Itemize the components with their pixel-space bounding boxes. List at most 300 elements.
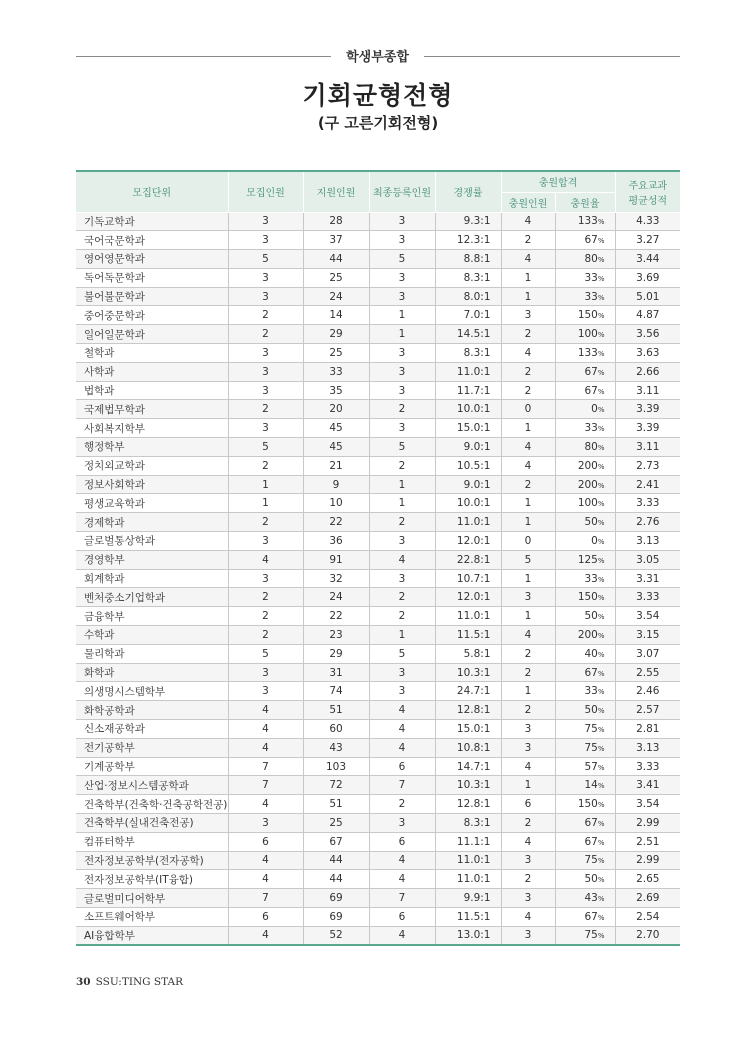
- row-unit: 수학과: [76, 626, 228, 645]
- table-row: [76, 776, 680, 795]
- header-applicants: 지원인원: [303, 171, 369, 212]
- row-unit: 경제학과: [76, 513, 228, 532]
- row-rate: 7.0:1: [435, 306, 501, 325]
- pct-suffix: %: [597, 537, 605, 546]
- row-extra-count: 3: [501, 720, 555, 739]
- row-quota: 5: [228, 644, 303, 663]
- row-unit: 경영학부: [76, 550, 228, 569]
- row-applicants: 21: [303, 456, 369, 475]
- row-applicants: 44: [303, 250, 369, 269]
- pct-suffix: %: [597, 575, 605, 584]
- row-quota: 3: [228, 814, 303, 833]
- pct-value: 67: [584, 835, 598, 848]
- row-extra-count: 1: [501, 682, 555, 701]
- row-unit: 금융학부: [76, 607, 228, 626]
- row-extra-count: 3: [501, 738, 555, 757]
- table-row: [76, 851, 680, 870]
- row-extra-count: 3: [501, 889, 555, 908]
- row-registered: 3: [369, 268, 435, 287]
- row-extra-pct: [555, 832, 615, 851]
- row-quota: 3: [228, 419, 303, 438]
- row-quota: 3: [228, 268, 303, 287]
- row-quota: 4: [228, 926, 303, 945]
- row-rate: 15.0:1: [435, 419, 501, 438]
- pct-value: 150: [577, 309, 598, 322]
- row-rate: 12.0:1: [435, 532, 501, 551]
- row-rate: 12.8:1: [435, 795, 501, 814]
- row-quota: 3: [228, 569, 303, 588]
- row-quota: 2: [228, 325, 303, 344]
- row-unit: 기계공학부: [76, 757, 228, 776]
- row-unit: 평생교육학과: [76, 494, 228, 513]
- table-row: [76, 306, 680, 325]
- pct-suffix: %: [597, 613, 605, 622]
- row-unit: 기독교학과: [76, 212, 228, 231]
- pct-suffix: %: [597, 349, 605, 358]
- row-grade: 3.33: [615, 588, 680, 607]
- table-row: [76, 569, 680, 588]
- pct-value: 75: [584, 722, 598, 735]
- row-unit: 불어불문학과: [76, 287, 228, 306]
- pct-suffix: %: [597, 782, 605, 791]
- row-quota: 3: [228, 663, 303, 682]
- header-registered: 최종등록인원: [369, 171, 435, 212]
- row-unit: 전기공학부: [76, 738, 228, 757]
- row-applicants: 69: [303, 889, 369, 908]
- row-extra-count: 4: [501, 212, 555, 231]
- row-applicants: 43: [303, 738, 369, 757]
- row-registered: 7: [369, 889, 435, 908]
- pct-suffix: %: [597, 725, 605, 734]
- row-rate: 11.1:1: [435, 832, 501, 851]
- row-rate: 11.0:1: [435, 607, 501, 626]
- table-row: [76, 814, 680, 833]
- row-quota: 4: [228, 795, 303, 814]
- row-unit: 국어국문학과: [76, 231, 228, 250]
- pct-value: 50: [584, 516, 598, 529]
- row-quota: 2: [228, 513, 303, 532]
- table-row: [76, 907, 680, 926]
- row-registered: 3: [369, 419, 435, 438]
- row-extra-count: 2: [501, 381, 555, 400]
- row-registered: 4: [369, 720, 435, 739]
- table-row: [76, 588, 680, 607]
- pct-value: 33: [584, 271, 598, 284]
- row-unit: 신소재공학과: [76, 720, 228, 739]
- row-rate: 22.8:1: [435, 550, 501, 569]
- row-grade: 3.33: [615, 494, 680, 513]
- row-extra-pct: [555, 419, 615, 438]
- pct-value: 57: [584, 760, 598, 773]
- row-extra-count: 4: [501, 757, 555, 776]
- pct-suffix: %: [597, 876, 605, 885]
- row-applicants: 35: [303, 381, 369, 400]
- row-extra-count: 1: [501, 287, 555, 306]
- table-body: [76, 212, 680, 945]
- row-applicants: 72: [303, 776, 369, 795]
- table-row: [76, 475, 680, 494]
- pct-suffix: %: [597, 857, 605, 866]
- row-extra-pct: [555, 588, 615, 607]
- row-rate: 8.3:1: [435, 344, 501, 363]
- table-row: [76, 532, 680, 551]
- pct-value: 33: [584, 572, 598, 585]
- pct-suffix: %: [597, 895, 605, 904]
- row-applicants: 103: [303, 757, 369, 776]
- row-extra-pct: [555, 926, 615, 945]
- row-extra-count: 2: [501, 325, 555, 344]
- row-registered: 1: [369, 494, 435, 513]
- row-applicants: 24: [303, 287, 369, 306]
- pct-suffix: %: [597, 913, 605, 922]
- pct-value: 14: [584, 779, 598, 792]
- table-row: [76, 550, 680, 569]
- row-unit: 법학과: [76, 381, 228, 400]
- row-unit: 영어영문학과: [76, 250, 228, 269]
- row-grade: 2.99: [615, 851, 680, 870]
- page-footer: [76, 976, 183, 988]
- row-unit: 사회복지학부: [76, 419, 228, 438]
- row-grade: 2.81: [615, 720, 680, 739]
- row-applicants: 28: [303, 212, 369, 231]
- row-rate: 11.0:1: [435, 870, 501, 889]
- row-applicants: 22: [303, 607, 369, 626]
- table-row: [76, 400, 680, 419]
- row-quota: 2: [228, 400, 303, 419]
- row-registered: 4: [369, 870, 435, 889]
- table-row: [76, 456, 680, 475]
- row-extra-count: 5: [501, 550, 555, 569]
- row-rate: 11.0:1: [435, 851, 501, 870]
- page-number: 30: [76, 976, 91, 988]
- row-extra-pct: [555, 889, 615, 908]
- pct-value: 67: [584, 910, 598, 923]
- row-unit: 철학과: [76, 344, 228, 363]
- row-rate: 12.0:1: [435, 588, 501, 607]
- row-quota: 6: [228, 832, 303, 851]
- header-extra-pct: 충원율: [555, 192, 615, 212]
- row-unit: 국제법무학과: [76, 400, 228, 419]
- pct-value: 50: [584, 873, 598, 886]
- table-row: [76, 626, 680, 645]
- row-registered: 2: [369, 456, 435, 475]
- row-rate: 14.7:1: [435, 757, 501, 776]
- row-grade: 2.70: [615, 926, 680, 945]
- pct-value: 33: [584, 290, 598, 303]
- pct-suffix: %: [597, 669, 605, 678]
- row-quota: 3: [228, 381, 303, 400]
- row-unit: 독어독문학과: [76, 268, 228, 287]
- row-unit: 글로벌통상학과: [76, 532, 228, 551]
- row-rate: 11.5:1: [435, 907, 501, 926]
- row-extra-count: 2: [501, 231, 555, 250]
- row-applicants: 67: [303, 832, 369, 851]
- pct-value: 40: [584, 647, 598, 660]
- admissions-table: [76, 170, 680, 946]
- row-grade: 3.54: [615, 607, 680, 626]
- row-extra-pct: [555, 344, 615, 363]
- row-registered: 2: [369, 588, 435, 607]
- row-extra-pct: [555, 607, 615, 626]
- row-applicants: 74: [303, 682, 369, 701]
- row-registered: 3: [369, 569, 435, 588]
- row-applicants: 91: [303, 550, 369, 569]
- row-applicants: 29: [303, 325, 369, 344]
- row-quota: 4: [228, 738, 303, 757]
- row-rate: 8.3:1: [435, 268, 501, 287]
- row-quota: 2: [228, 306, 303, 325]
- row-grade: 4.87: [615, 306, 680, 325]
- section-divider-right: [424, 56, 680, 57]
- row-registered: 3: [369, 814, 435, 833]
- row-applicants: 45: [303, 419, 369, 438]
- row-grade: 2.46: [615, 682, 680, 701]
- pct-value: 67: [584, 234, 598, 247]
- table-row: [76, 438, 680, 457]
- table-row: [76, 287, 680, 306]
- row-rate: 10.0:1: [435, 400, 501, 419]
- row-extra-pct: [555, 362, 615, 381]
- row-quota: 2: [228, 588, 303, 607]
- row-extra-count: 3: [501, 588, 555, 607]
- row-applicants: 24: [303, 588, 369, 607]
- row-unit: 일어일문학과: [76, 325, 228, 344]
- table-row: [76, 720, 680, 739]
- pct-suffix: %: [597, 387, 605, 396]
- pct-value: 0: [591, 534, 598, 547]
- row-rate: 13.0:1: [435, 926, 501, 945]
- row-extra-count: 4: [501, 344, 555, 363]
- row-unit: 회계학과: [76, 569, 228, 588]
- row-grade: 3.11: [615, 438, 680, 457]
- row-grade: 2.99: [615, 814, 680, 833]
- row-applicants: 51: [303, 795, 369, 814]
- row-extra-pct: [555, 381, 615, 400]
- row-grade: 3.13: [615, 532, 680, 551]
- pct-value: 67: [584, 384, 598, 397]
- row-extra-pct: [555, 250, 615, 269]
- table-row: [76, 513, 680, 532]
- row-registered: 4: [369, 738, 435, 757]
- row-quota: 3: [228, 362, 303, 381]
- row-quota: 7: [228, 889, 303, 908]
- row-registered: 3: [369, 231, 435, 250]
- pct-value: 200: [577, 628, 598, 641]
- row-quota: 7: [228, 776, 303, 795]
- row-applicants: 51: [303, 701, 369, 720]
- row-quota: 3: [228, 344, 303, 363]
- table-row: [76, 738, 680, 757]
- pct-value: 67: [584, 365, 598, 378]
- row-extra-pct: [555, 776, 615, 795]
- row-quota: 2: [228, 607, 303, 626]
- section-divider-left: [76, 56, 331, 57]
- table-row: [76, 231, 680, 250]
- row-registered: 4: [369, 926, 435, 945]
- pct-value: 67: [584, 666, 598, 679]
- row-grade: 2.41: [615, 475, 680, 494]
- row-grade: 3.05: [615, 550, 680, 569]
- header-quota: 모집인원: [228, 171, 303, 212]
- row-registered: 4: [369, 851, 435, 870]
- row-extra-pct: [555, 720, 615, 739]
- row-unit: 소프트웨어학부: [76, 907, 228, 926]
- row-rate: 8.0:1: [435, 287, 501, 306]
- row-grade: 2.54: [615, 907, 680, 926]
- table-row: [76, 889, 680, 908]
- pct-suffix: %: [597, 744, 605, 753]
- row-unit: 화학공학과: [76, 701, 228, 720]
- row-extra-pct: [555, 757, 615, 776]
- pct-suffix: %: [597, 312, 605, 321]
- table-row: [76, 325, 680, 344]
- table-row: [76, 344, 680, 363]
- pct-value: 200: [577, 459, 598, 472]
- row-rate: 15.0:1: [435, 720, 501, 739]
- row-registered: 1: [369, 475, 435, 494]
- row-rate: 10.7:1: [435, 569, 501, 588]
- pct-suffix: %: [597, 331, 605, 340]
- row-quota: 2: [228, 626, 303, 645]
- pct-value: 80: [584, 252, 598, 265]
- row-quota: 4: [228, 550, 303, 569]
- pct-suffix: %: [597, 218, 605, 227]
- row-quota: 4: [228, 720, 303, 739]
- row-grade: 3.31: [615, 569, 680, 588]
- row-extra-count: 4: [501, 832, 555, 851]
- row-grade: 3.39: [615, 419, 680, 438]
- row-extra-count: 2: [501, 701, 555, 720]
- header-extra-count: 충원인원: [501, 192, 555, 212]
- row-unit: 화학과: [76, 663, 228, 682]
- pct-suffix: %: [597, 406, 605, 415]
- row-quota: 5: [228, 250, 303, 269]
- row-quota: 3: [228, 212, 303, 231]
- row-rate: 8.8:1: [435, 250, 501, 269]
- pct-suffix: %: [597, 688, 605, 697]
- pct-value: 80: [584, 440, 598, 453]
- table-row: [76, 362, 680, 381]
- row-registered: 2: [369, 513, 435, 532]
- row-unit: 정치외교학과: [76, 456, 228, 475]
- row-registered: 3: [369, 344, 435, 363]
- row-extra-pct: [555, 795, 615, 814]
- row-grade: 3.39: [615, 400, 680, 419]
- row-grade: 5.01: [615, 287, 680, 306]
- row-grade: 2.69: [615, 889, 680, 908]
- row-extra-count: 0: [501, 532, 555, 551]
- row-applicants: 9: [303, 475, 369, 494]
- row-extra-count: 1: [501, 268, 555, 287]
- row-grade: 3.41: [615, 776, 680, 795]
- row-registered: 1: [369, 325, 435, 344]
- row-registered: 3: [369, 212, 435, 231]
- row-extra-pct: [555, 475, 615, 494]
- pct-suffix: %: [597, 932, 605, 941]
- row-applicants: 32: [303, 569, 369, 588]
- row-rate: 5.8:1: [435, 644, 501, 663]
- pct-suffix: %: [597, 255, 605, 264]
- pct-value: 125: [577, 553, 598, 566]
- row-rate: 10.5:1: [435, 456, 501, 475]
- pct-value: 50: [584, 704, 598, 717]
- row-extra-count: 1: [501, 419, 555, 438]
- row-unit: 의생명시스템학부: [76, 682, 228, 701]
- row-quota: 3: [228, 682, 303, 701]
- row-grade: 2.76: [615, 513, 680, 532]
- row-quota: 3: [228, 287, 303, 306]
- pct-value: 133: [577, 346, 598, 359]
- row-applicants: 14: [303, 306, 369, 325]
- row-quota: 1: [228, 494, 303, 513]
- row-registered: 2: [369, 795, 435, 814]
- header-unit: 모집단위: [76, 171, 228, 212]
- row-rate: 12.8:1: [435, 701, 501, 720]
- row-unit: 전자정보공학부(IT융합): [76, 870, 228, 889]
- pct-suffix: %: [597, 707, 605, 716]
- pct-value: 33: [584, 685, 598, 698]
- row-registered: 2: [369, 607, 435, 626]
- row-grade: 3.56: [615, 325, 680, 344]
- row-applicants: 69: [303, 907, 369, 926]
- row-grade: 4.33: [615, 212, 680, 231]
- row-applicants: 33: [303, 362, 369, 381]
- table-row: [76, 870, 680, 889]
- row-extra-count: 2: [501, 870, 555, 889]
- row-extra-count: 2: [501, 475, 555, 494]
- row-registered: 7: [369, 776, 435, 795]
- row-rate: 10.3:1: [435, 663, 501, 682]
- row-unit: 벤처중소기업학과: [76, 588, 228, 607]
- row-grade: 2.55: [615, 663, 680, 682]
- row-unit: 정보사회학과: [76, 475, 228, 494]
- row-unit: 전자정보공학부(전자공학): [76, 851, 228, 870]
- table-row: [76, 757, 680, 776]
- pct-value: 50: [584, 610, 598, 623]
- row-registered: 5: [369, 250, 435, 269]
- pct-value: 150: [577, 798, 598, 811]
- pct-suffix: %: [597, 368, 605, 377]
- row-extra-pct: [555, 663, 615, 682]
- row-unit: 건축학부(건축학·건축공학전공): [76, 795, 228, 814]
- row-extra-pct: [555, 907, 615, 926]
- row-applicants: 44: [303, 851, 369, 870]
- pct-suffix: %: [597, 500, 605, 509]
- row-registered: 4: [369, 701, 435, 720]
- row-extra-pct: [555, 569, 615, 588]
- page-subtitle: (구 고른기회전형): [317, 114, 439, 132]
- row-rate: 11.5:1: [435, 626, 501, 645]
- pct-suffix: %: [597, 838, 605, 847]
- row-extra-pct: [555, 682, 615, 701]
- row-rate: 11.7:1: [435, 381, 501, 400]
- row-quota: 1: [228, 475, 303, 494]
- pct-suffix: %: [597, 237, 605, 246]
- row-extra-pct: [555, 231, 615, 250]
- row-unit: 산업·정보시스템공학과: [76, 776, 228, 795]
- table-row: [76, 926, 680, 945]
- row-extra-count: 4: [501, 907, 555, 926]
- table-row: [76, 644, 680, 663]
- row-registered: 3: [369, 663, 435, 682]
- row-extra-pct: [555, 306, 615, 325]
- row-quota: 7: [228, 757, 303, 776]
- row-extra-pct: [555, 644, 615, 663]
- pct-suffix: %: [597, 763, 605, 772]
- row-extra-count: 4: [501, 438, 555, 457]
- row-rate: 12.3:1: [435, 231, 501, 250]
- table-row: [76, 701, 680, 720]
